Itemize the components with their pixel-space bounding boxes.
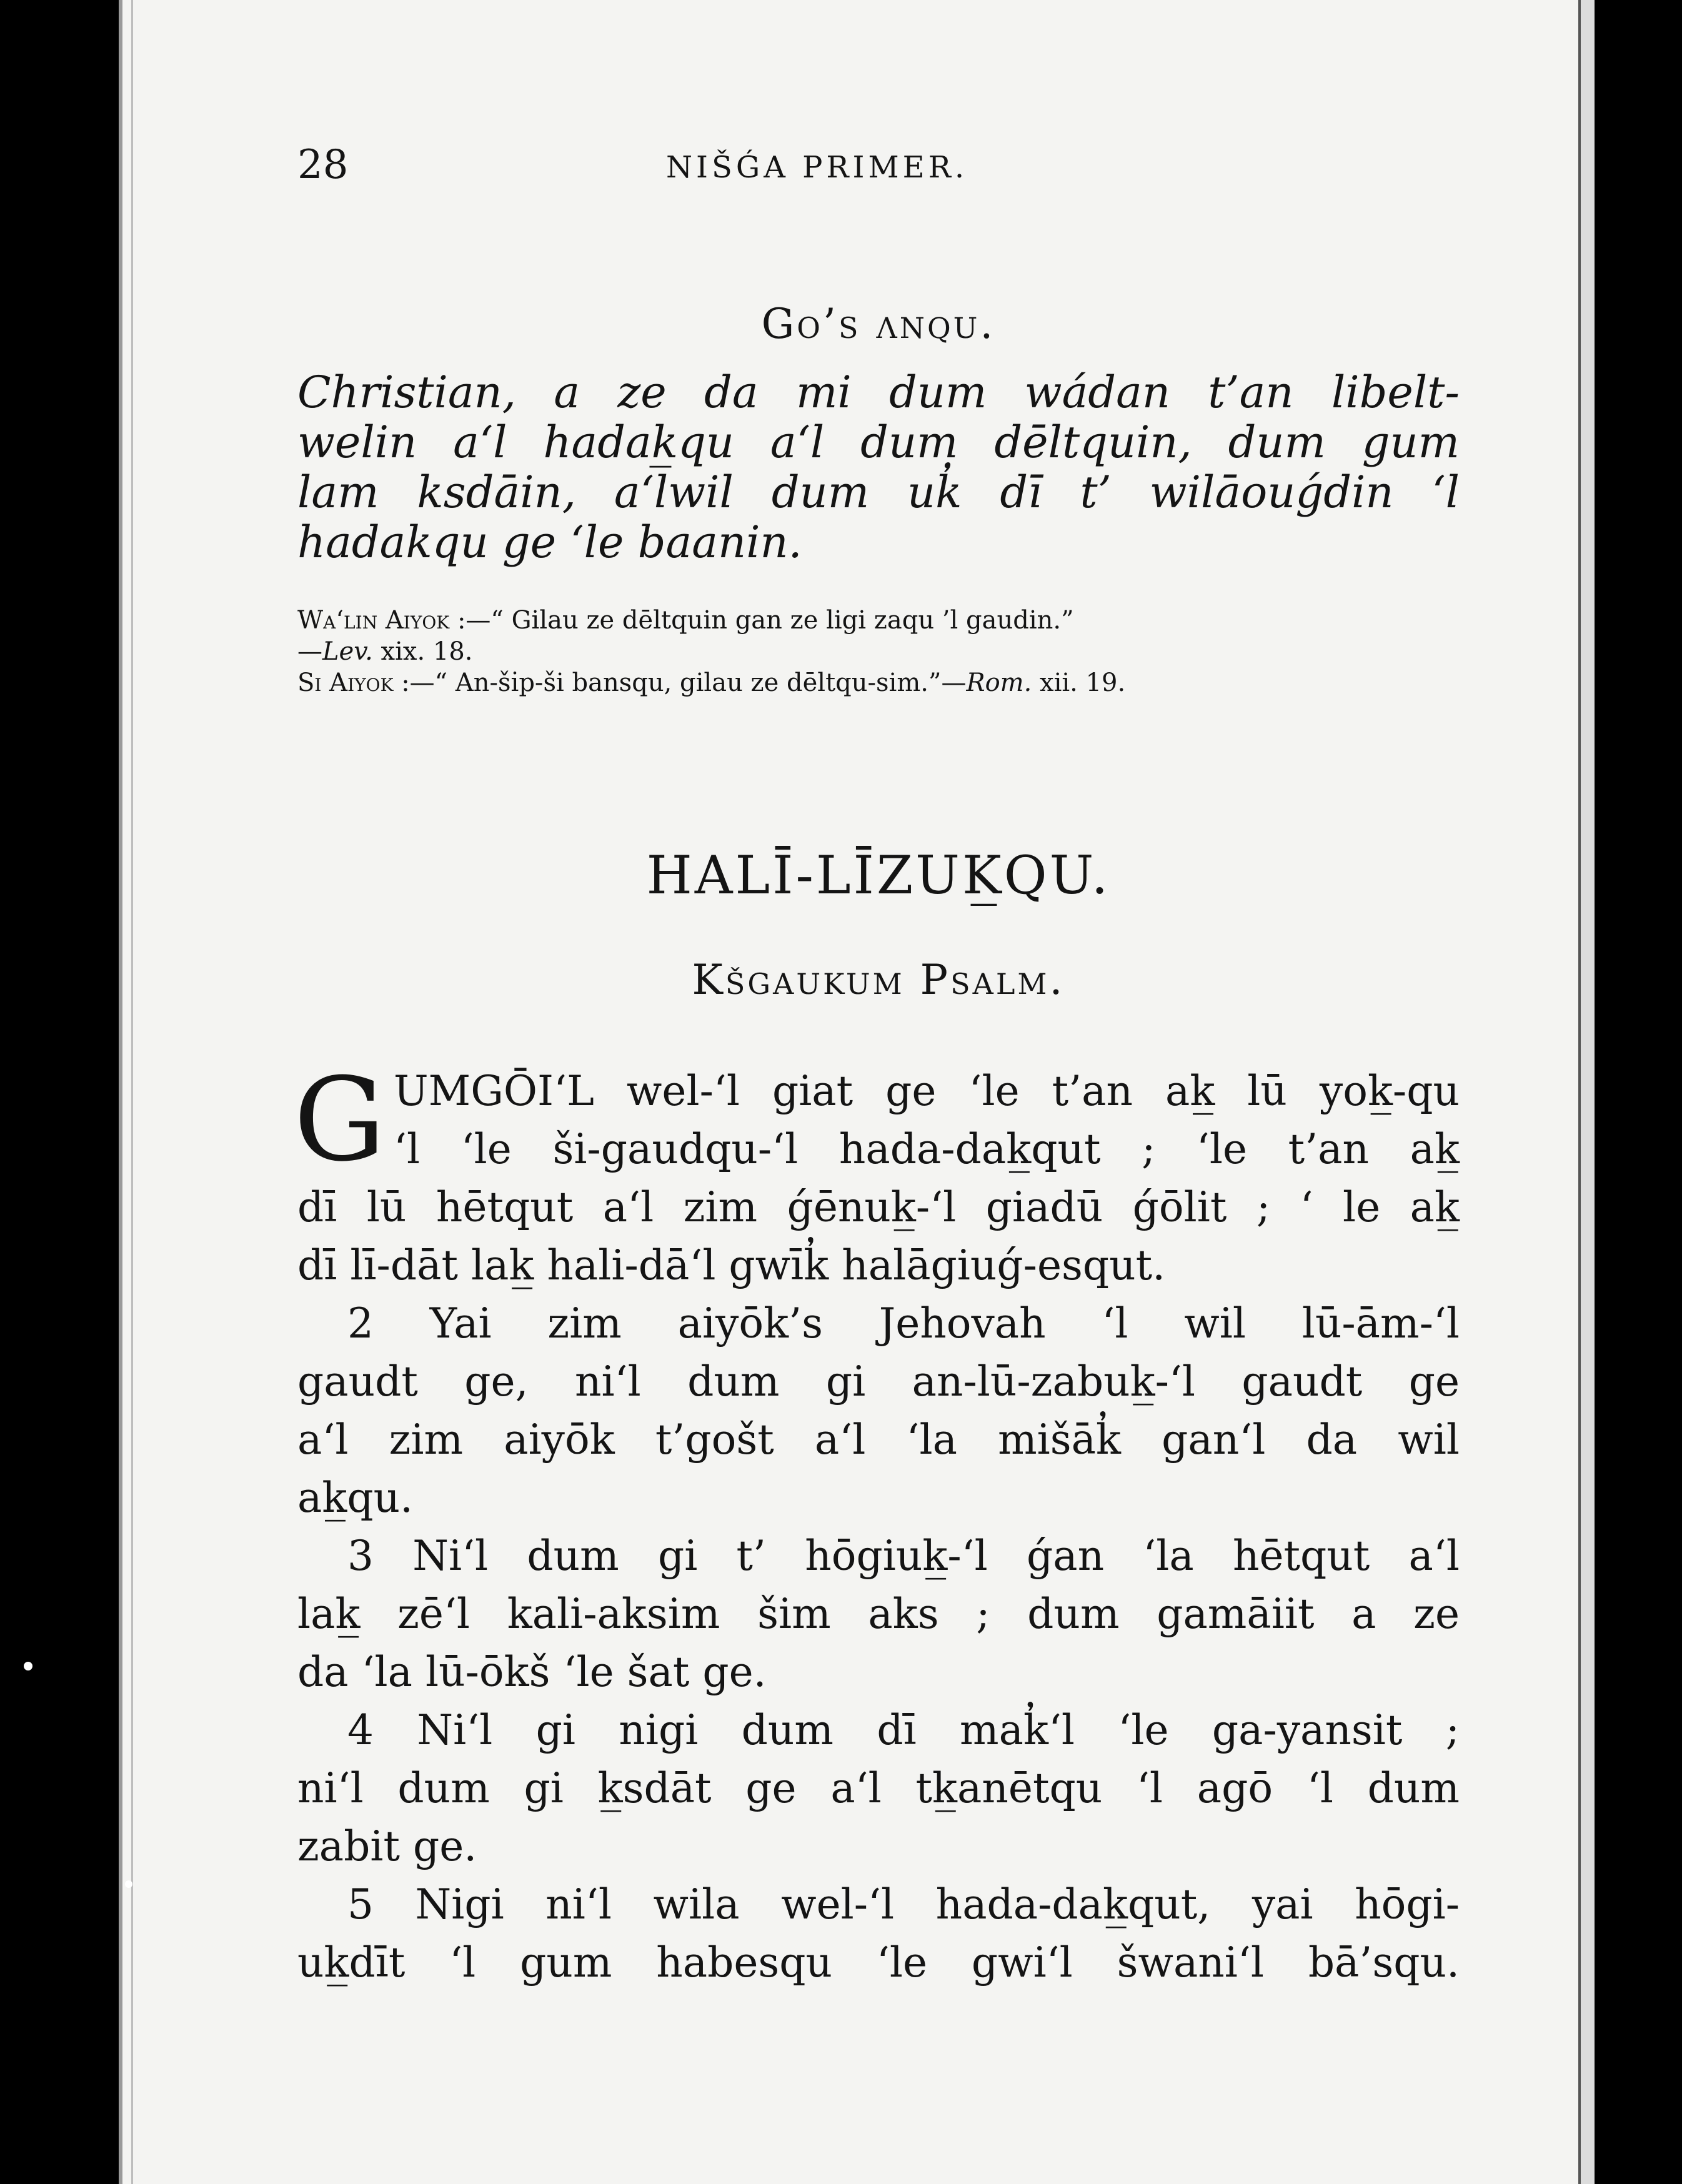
- scan-speck: [125, 1880, 132, 1888]
- ref2-label: Si Aiyok: [297, 668, 394, 697]
- psalm-line: gaudt ge, ni‘l dum gi an-lū-zabuk̲-‘l gaudt ge: [297, 1358, 1460, 1406]
- scripture-references: [297, 605, 1460, 698]
- page-edge: [1578, 0, 1595, 2184]
- psalm-line: ni‘l dum gi k̲sdāt ge a‘l tk̲anētqu ‘l agō ‘l dum: [297, 1764, 1460, 1812]
- psalm-line: dī lī-dāt lak̲ hali-dā‘l gwīk̓ halāgiuǵ-esqut.: [297, 1241, 1166, 1289]
- gosanqu-title: Go’s ʌnqu.: [761, 300, 996, 348]
- reference-line-2: [297, 667, 1460, 698]
- ref1-cite-rest: xix. 18.: [372, 637, 473, 666]
- psalm-verse-3: 3 Ni‘l dum gi t’ hōgiuk̲-‘l ǵan ‘la hētqut a‘l: [347, 1532, 1460, 1580]
- psalm-line: zabit ge.: [297, 1822, 477, 1870]
- gosanqu-line: Christian, a ze da mi dum wádan t’an libelt-: [297, 367, 1460, 418]
- psalm-line: uk̲dīt ‘l gum habesqu ‘le gwi‘l šwani‘l bā’squ.: [297, 1938, 1460, 1987]
- gosanqu-paragraph: [297, 367, 1460, 567]
- ref1-text: :—“ Gilau ze dēltquin gan ze ligi zaqu ’l gaudin.”: [457, 606, 1074, 635]
- page-margin-rule: [131, 0, 133, 2184]
- gosanqu-line: lam ksdāin, a‘lwil dum uk̓ dī t’ wilāouǵdin ‘l: [297, 467, 1460, 518]
- psalm-text: [294, 1053, 1460, 1992]
- reference-line-1-cite: [297, 636, 1460, 667]
- drop-cap: G: [294, 1053, 386, 1187]
- psalm-line: a‘l zim aiyōk t’gošt a‘l ‘la mišāk̓ gan‘l da wil: [297, 1416, 1460, 1464]
- gosanqu-line: welin a‘l hadak̲qu a‘l dum dēltquin, dum gum: [297, 417, 1460, 468]
- ref1-cite-prefix: —: [297, 637, 322, 666]
- page-number: 28: [297, 142, 349, 188]
- ref2-text: :—“ An-ši̇p-ši bansqu, gilau ze dēltqu-sim.”—: [401, 668, 967, 697]
- psalm-subtitle: Kšgaukum Psalm.: [692, 956, 1065, 1004]
- psalm-verse-2: 2 Yai zim aiyōk’s Jehovah ‘l wil lū-ām-‘l: [347, 1299, 1460, 1348]
- psalm-line: da ‘la lū-ōkš ‘le šat ge.: [297, 1648, 767, 1696]
- psalm-line: ak̲qu.: [297, 1474, 414, 1522]
- psalm-line-text: UMGŌI‘L wel-‘l giat ge ‘le t’an ak̲ lū yok̲-qu: [394, 1067, 1460, 1115]
- ref1-label: Wa‘lin Aiyok: [297, 606, 450, 635]
- gosanqu-line: hadakqu ge ‘le baanin.: [297, 517, 802, 568]
- psalm-verse-4: 4 Ni‘l gi nigi dum dī mak̓‘l ‘le ga-yansit ;: [347, 1706, 1460, 1754]
- ref2-cite-book: Rom.: [966, 668, 1032, 697]
- psalm-line: ‘l ‘le ši-gaudqu-‘l hada-dak̲qut ; ‘le t’an ak̲: [394, 1125, 1460, 1173]
- psalm-line: dī lū hētqut a‘l zim ǵēnuk̲-‘l giadū ǵōlit ; ‘ le ak̲: [297, 1183, 1460, 1231]
- psalm-line: lak̲ zē‘l kali-aksim šim aks ; dum gamāiit a ze: [297, 1590, 1460, 1638]
- ref1-cite-book: Lev.: [322, 637, 373, 666]
- psalm-heading: HALĪ-LĪZUK̲QU.: [646, 845, 1111, 906]
- psalm-verse-5: 5 Nigi ni‘l wila wel-‘l hada-dak̲qut, yai hōgi-: [347, 1880, 1460, 1928]
- scan-speck: [24, 1662, 32, 1670]
- running-head: NIŠǴA PRIMER.: [666, 150, 968, 185]
- ref2-cite-rest: xii. 19.: [1032, 668, 1126, 697]
- reference-line-1: [297, 605, 1460, 636]
